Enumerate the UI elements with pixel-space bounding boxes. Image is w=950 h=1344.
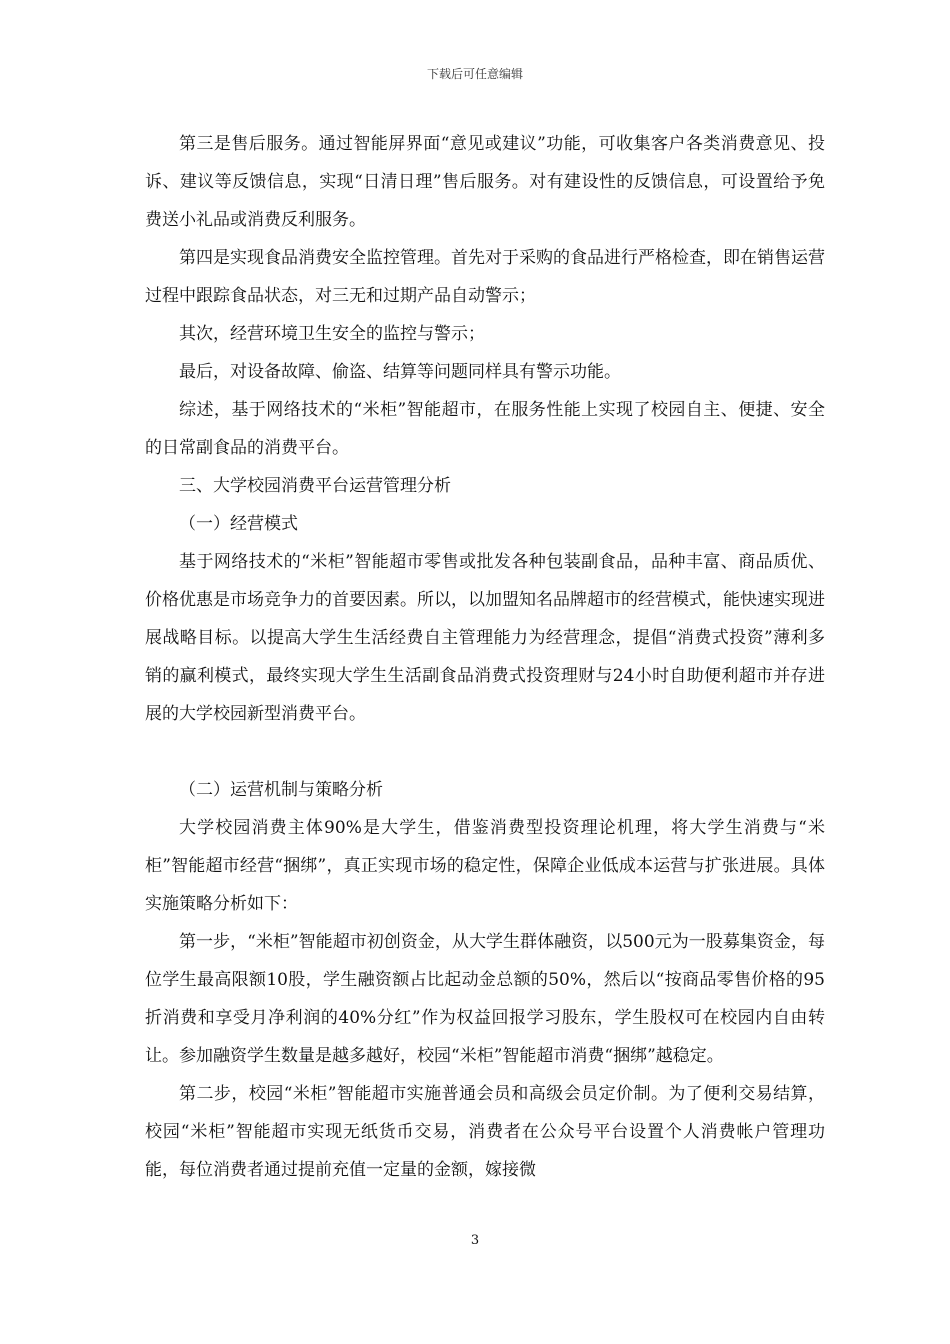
paragraph-after-sales: 第三是售后服务。通过智能屏界面“意见或建议”功能，可收集客户各类消费意见、投诉、建议等反馈信息，实现“日清日理”售后服务。对有建设性的反馈信息，可设置给予免费送小礼品或消费反利服务。 [145,134,825,230]
blank-line [145,733,825,771]
section-heading-3: 三、大学校园消费平台运营管理分析 [179,476,451,496]
paragraph-hygiene: 其次，经营环境卫生安全的监控与警示； [179,324,485,344]
paragraph-step-two: 第二步，校园“米柜”智能超市实施普通会员和高级会员定价制。为了便利交易结算，校园“米柜”智能超市实现无纸货币交易，消费者在公众号平台设置个人消费帐户管理功能，每位消费者通过提前充值一定量的金额，嫁接微 [145,1084,825,1180]
page-number: 3 [470,1233,480,1248]
subsection-heading-1: （一）经营模式 [179,514,298,534]
document-body [145,125,825,1189]
page-header: 下载后可任意编辑 [426,67,523,81]
paragraph-summary: 综述，基于网络技术的“米柜”智能超市，在服务性能上实现了校园自主、便捷、安全的日常副食品的消费平台。 [145,400,825,458]
paragraph-consumer-base: 大学校园消费主体90%是大学生，借鉴消费型投资理论机理，将大学生消费与“米柜”智能超市经营“捆绑”，真正实现市场的稳定性，保障企业低成本运营与扩张进展。具体实施策略分析如下： [145,818,825,914]
subsection-heading-2: （二）运营机制与策略分析 [179,780,383,800]
paragraph-step-one: 第一步，“米柜”智能超市初创资金，从大学生群体融资，以500元为一股募集资金，每位学生最高限额10股，学生融资额占比起动金总额的50%，然后以“按商品零售价格的95折消费和享受月净利润的40%分红”作为权益回报学习股东，学生股权可在校园内自由转让。参加融资学生数量是越多越好，校园“米柜”智能超市消费“捆绑”越稳定。 [145,932,825,1066]
paragraph-equipment: 最后，对设备故障、偷盗、结算等问题同样具有警示功能。 [179,362,621,382]
paragraph-business-model: 基于网络技术的“米柜”智能超市零售或批发各种包装副食品，品种丰富、商品质优、价格优惠是市场竞争力的首要因素。所以，以加盟知名品牌超市的经营模式，能快速实现进展战略目标。以提高大学生生活经费自主管理能力为经营理念，提倡“消费式投资”薄利多销的赢利模式，最终实现大学生生活副食品消费式投资理财与24小时自助便利超市并存进展的大学校园新型消费平台。 [145,552,825,724]
paragraph-food-safety: 第四是实现食品消费安全监控管理。首先对于采购的食品进行严格检查，即在销售运营过程中跟踪食品状态，对三无和过期产品自动警示； [145,248,825,306]
